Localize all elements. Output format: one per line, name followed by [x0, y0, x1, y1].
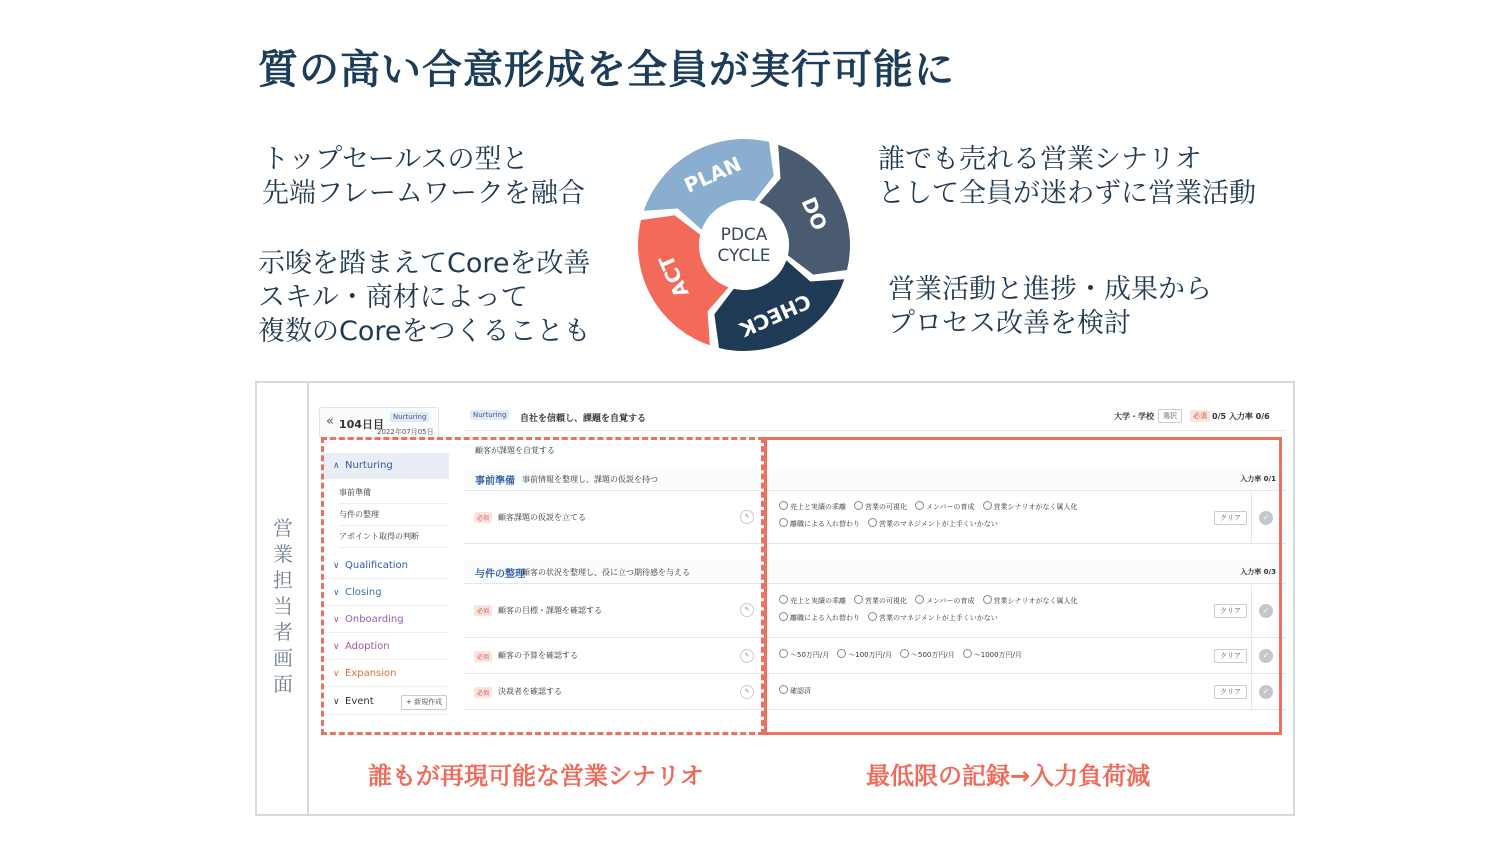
cycle-center: [700, 201, 788, 289]
stage-label: Qualification: [345, 560, 408, 571]
option[interactable]: 営業の可視化: [854, 499, 907, 516]
required-badge: 必須: [474, 512, 492, 523]
option[interactable]: 営業の可視化: [854, 593, 907, 610]
point-line: プロセス改善を検討: [888, 308, 1131, 339]
cycle-center-line1: PDCA: [720, 225, 768, 245]
clear-button[interactable]: クリア: [1214, 604, 1247, 618]
point-bottom-left: [258, 247, 591, 349]
chevron-down-icon: ∨: [333, 561, 340, 571]
clear-button[interactable]: クリア: [1214, 649, 1247, 663]
scenario-highlight-box: [321, 437, 764, 735]
stage-tag: Nurturing: [470, 410, 509, 420]
input-rate: 0/5 入力率 0/6: [1212, 412, 1270, 421]
day-count: 104日目: [339, 418, 384, 431]
memo-icon[interactable]: ✎: [740, 603, 754, 617]
section-name: 与件の整理: [475, 569, 525, 580]
page-title: 質の高い合意形成を全員が実行可能に: [258, 47, 955, 93]
section-rate: 入力率 0/3: [1240, 568, 1276, 576]
subitem-preparation[interactable]: 事前準備: [339, 482, 449, 504]
stage-title: 自社を信頼し、課題を自覚する: [520, 414, 647, 424]
stage-goal: 顧客が課題を自覚する: [475, 446, 555, 455]
option[interactable]: 確認済: [779, 683, 811, 700]
point-line: スキル・商材によって: [258, 282, 528, 313]
chevron-up-icon: ∧: [333, 461, 340, 471]
cycle-label-check: CHECK: [736, 289, 815, 342]
pdca-cycle-diagram: [634, 134, 854, 356]
stage-label: Expansion: [345, 668, 397, 679]
point-line: 営業活動と進捗・成果から: [888, 274, 1212, 305]
memo-icon[interactable]: ✎: [740, 685, 754, 699]
memo-icon[interactable]: ✎: [740, 510, 754, 524]
option[interactable]: 〜100万円/月: [837, 647, 892, 664]
clear-button[interactable]: クリア: [1214, 685, 1247, 699]
question: 顧客課題の仮説を立てる: [498, 513, 586, 522]
cycle-label-act: ACT: [653, 251, 694, 302]
select-button[interactable]: 選択: [1158, 409, 1182, 423]
point-line: 示唆を踏まえてCoreを改善: [258, 248, 591, 279]
section-desc: 顧客の状況を整理し、役に立つ期待感を与える: [522, 568, 690, 577]
required-badge: 必須: [474, 651, 492, 662]
required-badge: 必須: [1190, 410, 1210, 422]
stage-label: Onboarding: [345, 614, 404, 625]
side-label-text: 営業担当者画面: [273, 516, 293, 696]
option[interactable]: 営業シナリオがなく属人化: [983, 499, 1078, 516]
option[interactable]: 営業のマネジメントが上手くいかない: [868, 516, 998, 533]
stage-label: Adoption: [345, 641, 390, 652]
option[interactable]: 売上と実績の乖離: [779, 499, 846, 516]
point-line: 先端フレームワークを融合: [262, 178, 585, 209]
side-label: [257, 383, 309, 814]
record-highlight-box: [764, 437, 1282, 735]
date: 2022年07月05日: [377, 428, 434, 436]
option[interactable]: 〜50万円/月: [779, 647, 829, 664]
point-top-right: [878, 143, 1256, 211]
check-icon[interactable]: ✓: [1259, 649, 1273, 663]
stage-label: Closing: [345, 587, 382, 598]
cycle-center-line2: CYCLE: [717, 246, 771, 266]
chevron-down-icon: ∨: [333, 669, 340, 679]
option[interactable]: 離職による入れ替わり: [779, 516, 860, 533]
section-rate: 入力率 0/1: [1240, 475, 1276, 483]
check-icon[interactable]: ✓: [1259, 685, 1273, 699]
nav-header[interactable]: [319, 407, 439, 439]
chevron-down-icon: ∨: [333, 697, 340, 707]
stage-header: [464, 405, 1286, 431]
question: 顧客の予算を確認する: [498, 651, 578, 660]
option[interactable]: メンバーの育成: [915, 499, 975, 516]
check-icon[interactable]: ✓: [1259, 511, 1273, 525]
double-chevron-left-icon[interactable]: «: [326, 414, 334, 429]
question: 決裁者を確認する: [498, 687, 562, 696]
option[interactable]: 離職による入れ替わり: [779, 610, 860, 627]
point-top-left: [262, 143, 585, 211]
required-badge: 必須: [474, 605, 492, 616]
option[interactable]: 〜500万円/月: [900, 647, 955, 664]
point-line: 誰でも売れる営業シナリオ: [878, 144, 1202, 175]
option[interactable]: 〜1000万円/月: [963, 647, 1022, 664]
memo-icon[interactable]: ✎: [740, 649, 754, 663]
point-bottom-right: [888, 273, 1212, 341]
chevron-down-icon: ∨: [333, 642, 340, 652]
question: 顧客の目標・課題を確認する: [498, 606, 602, 615]
chevron-down-icon: ∨: [333, 588, 340, 598]
stage-label: Nurturing: [345, 460, 393, 471]
subitem-appointment[interactable]: アポイント取得の判断: [339, 526, 449, 548]
section-name: 事前準備: [475, 476, 515, 487]
option[interactable]: 売上と実績の乖離: [779, 593, 846, 610]
point-line: 複数のCoreをつくることも: [258, 316, 591, 347]
option[interactable]: 営業シナリオがなく属人化: [983, 593, 1078, 610]
required-badge: 必須: [474, 687, 492, 698]
cycle-label-do: DO: [796, 193, 833, 234]
callout-scenario: 誰もが再現可能な営業シナリオ: [368, 762, 704, 790]
section-desc: 事前情報を整理し、課題の仮説を持つ: [522, 475, 658, 484]
point-line: トップセールスの型と: [262, 144, 529, 175]
point-line: として全員が迷わずに営業活動: [878, 178, 1256, 209]
callout-record: 最低限の記録→入力負荷減: [866, 762, 1151, 790]
clear-button[interactable]: クリア: [1214, 511, 1247, 525]
chevron-down-icon: ∨: [333, 615, 340, 625]
new-event-button[interactable]: + 新規作成: [401, 695, 447, 710]
stage-tag: Nurturing: [390, 412, 429, 422]
option[interactable]: メンバーの育成: [915, 593, 975, 610]
cycle-label-plan: PLAN: [680, 151, 745, 198]
check-icon[interactable]: ✓: [1259, 604, 1273, 618]
stage-label: Event: [345, 696, 374, 707]
subitem-requirements[interactable]: 与件の整理: [339, 504, 449, 526]
org-type: 大学・学校: [1114, 412, 1154, 421]
option[interactable]: 営業のマネジメントが上手くいかない: [868, 610, 998, 627]
